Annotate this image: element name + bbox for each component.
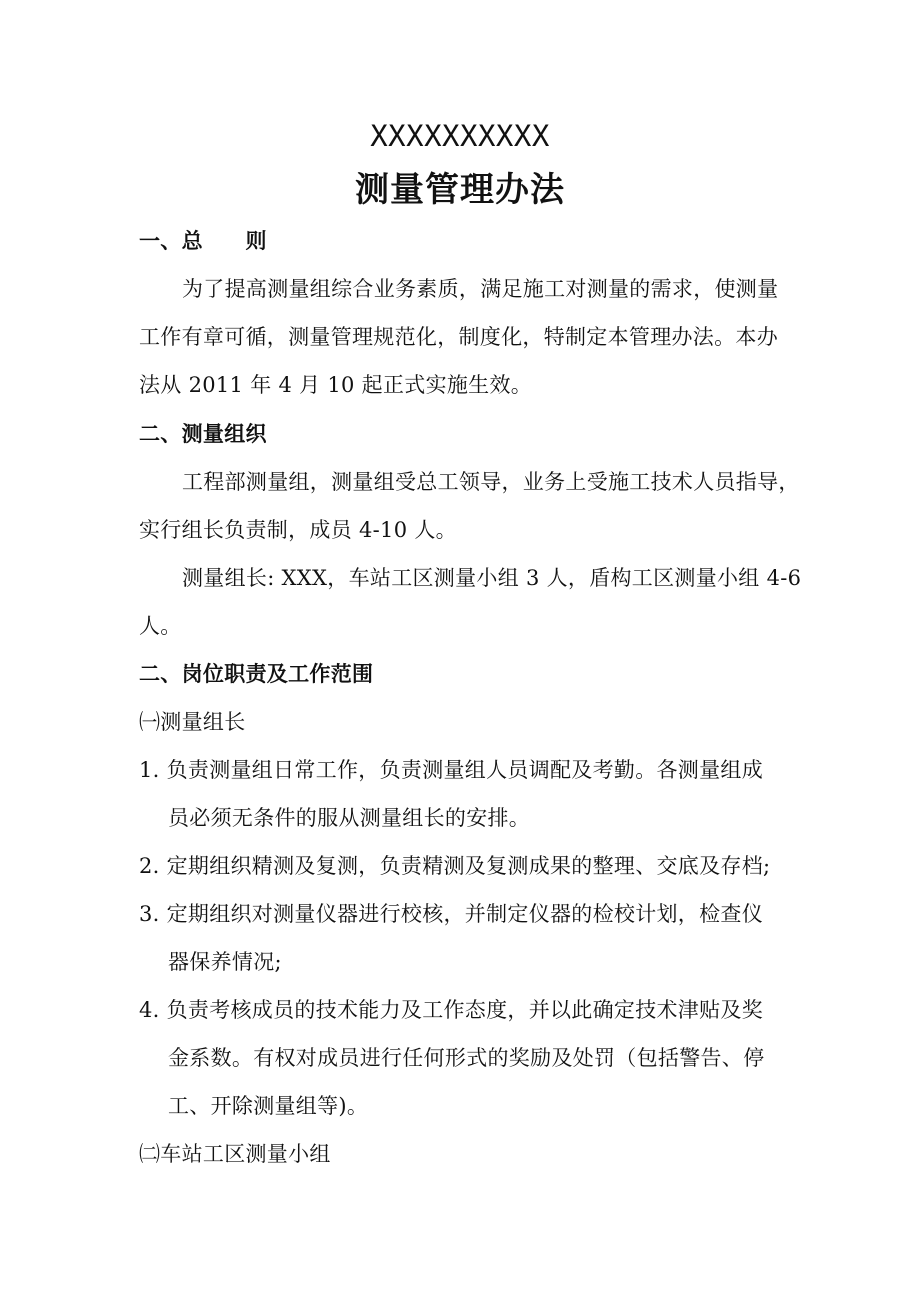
list-item-continuation: 工、开除测量组等)。	[168, 1094, 369, 1118]
list-item-continuation: 员必须无条件的服从测量组长的安排。	[168, 806, 531, 830]
document-title-en: XXXXXXXXXX	[370, 119, 550, 153]
subsection-heading-leader: ㈠测量组长	[139, 710, 246, 734]
section-heading-organization: 二、测量组织	[139, 421, 267, 446]
paragraph-line: 法从 2011 年 4 月 10 起正式实施生效。	[139, 373, 533, 397]
list-item-continuation: 金系数。有权对成员进行任何形式的奖励及处罚（包括警告、停	[168, 1046, 765, 1070]
subsection-heading-station: ㈡车站工区测量小组	[139, 1142, 331, 1166]
paragraph-line: 工作有章可循，测量管理规范化，制度化，特制定本管理办法。本办	[139, 325, 778, 349]
paragraph-line: 测量组长: XXX，车站工区测量小组 3 人，盾构工区测量小组 4-6	[182, 566, 802, 590]
list-item: 4. 负责考核成员的技术能力及工作态度，并以此确定技术津贴及奖	[139, 998, 764, 1022]
paragraph-line: 人。	[139, 614, 182, 638]
paragraph-line: 为了提高测量组综合业务素质，满足施工对测量的需求，使测量	[182, 277, 779, 301]
document-title: 测量管理办法	[355, 170, 565, 210]
list-item: 2. 定期组织精测及复测，负责精测及复测成果的整理、交底及存档;	[139, 854, 771, 878]
paragraph-line: 工程部测量组，测量组受总工领导，业务上受施工技术人员指导，	[182, 470, 800, 494]
section-heading-general: 一、总 则	[139, 228, 267, 253]
paragraph-line: 实行组长负责制，成员 4-10 人。	[139, 518, 457, 542]
list-item: 3. 定期组织对测量仪器进行校核，并制定仪器的检校计划，检查仪	[139, 902, 764, 926]
section-heading-duties: 二、岗位职责及工作范围	[139, 661, 374, 686]
list-item: 1. 负责测量组日常工作，负责测量组人员调配及考勤。各测量组成	[139, 758, 764, 782]
list-item-continuation: 器保养情况;	[168, 950, 282, 974]
